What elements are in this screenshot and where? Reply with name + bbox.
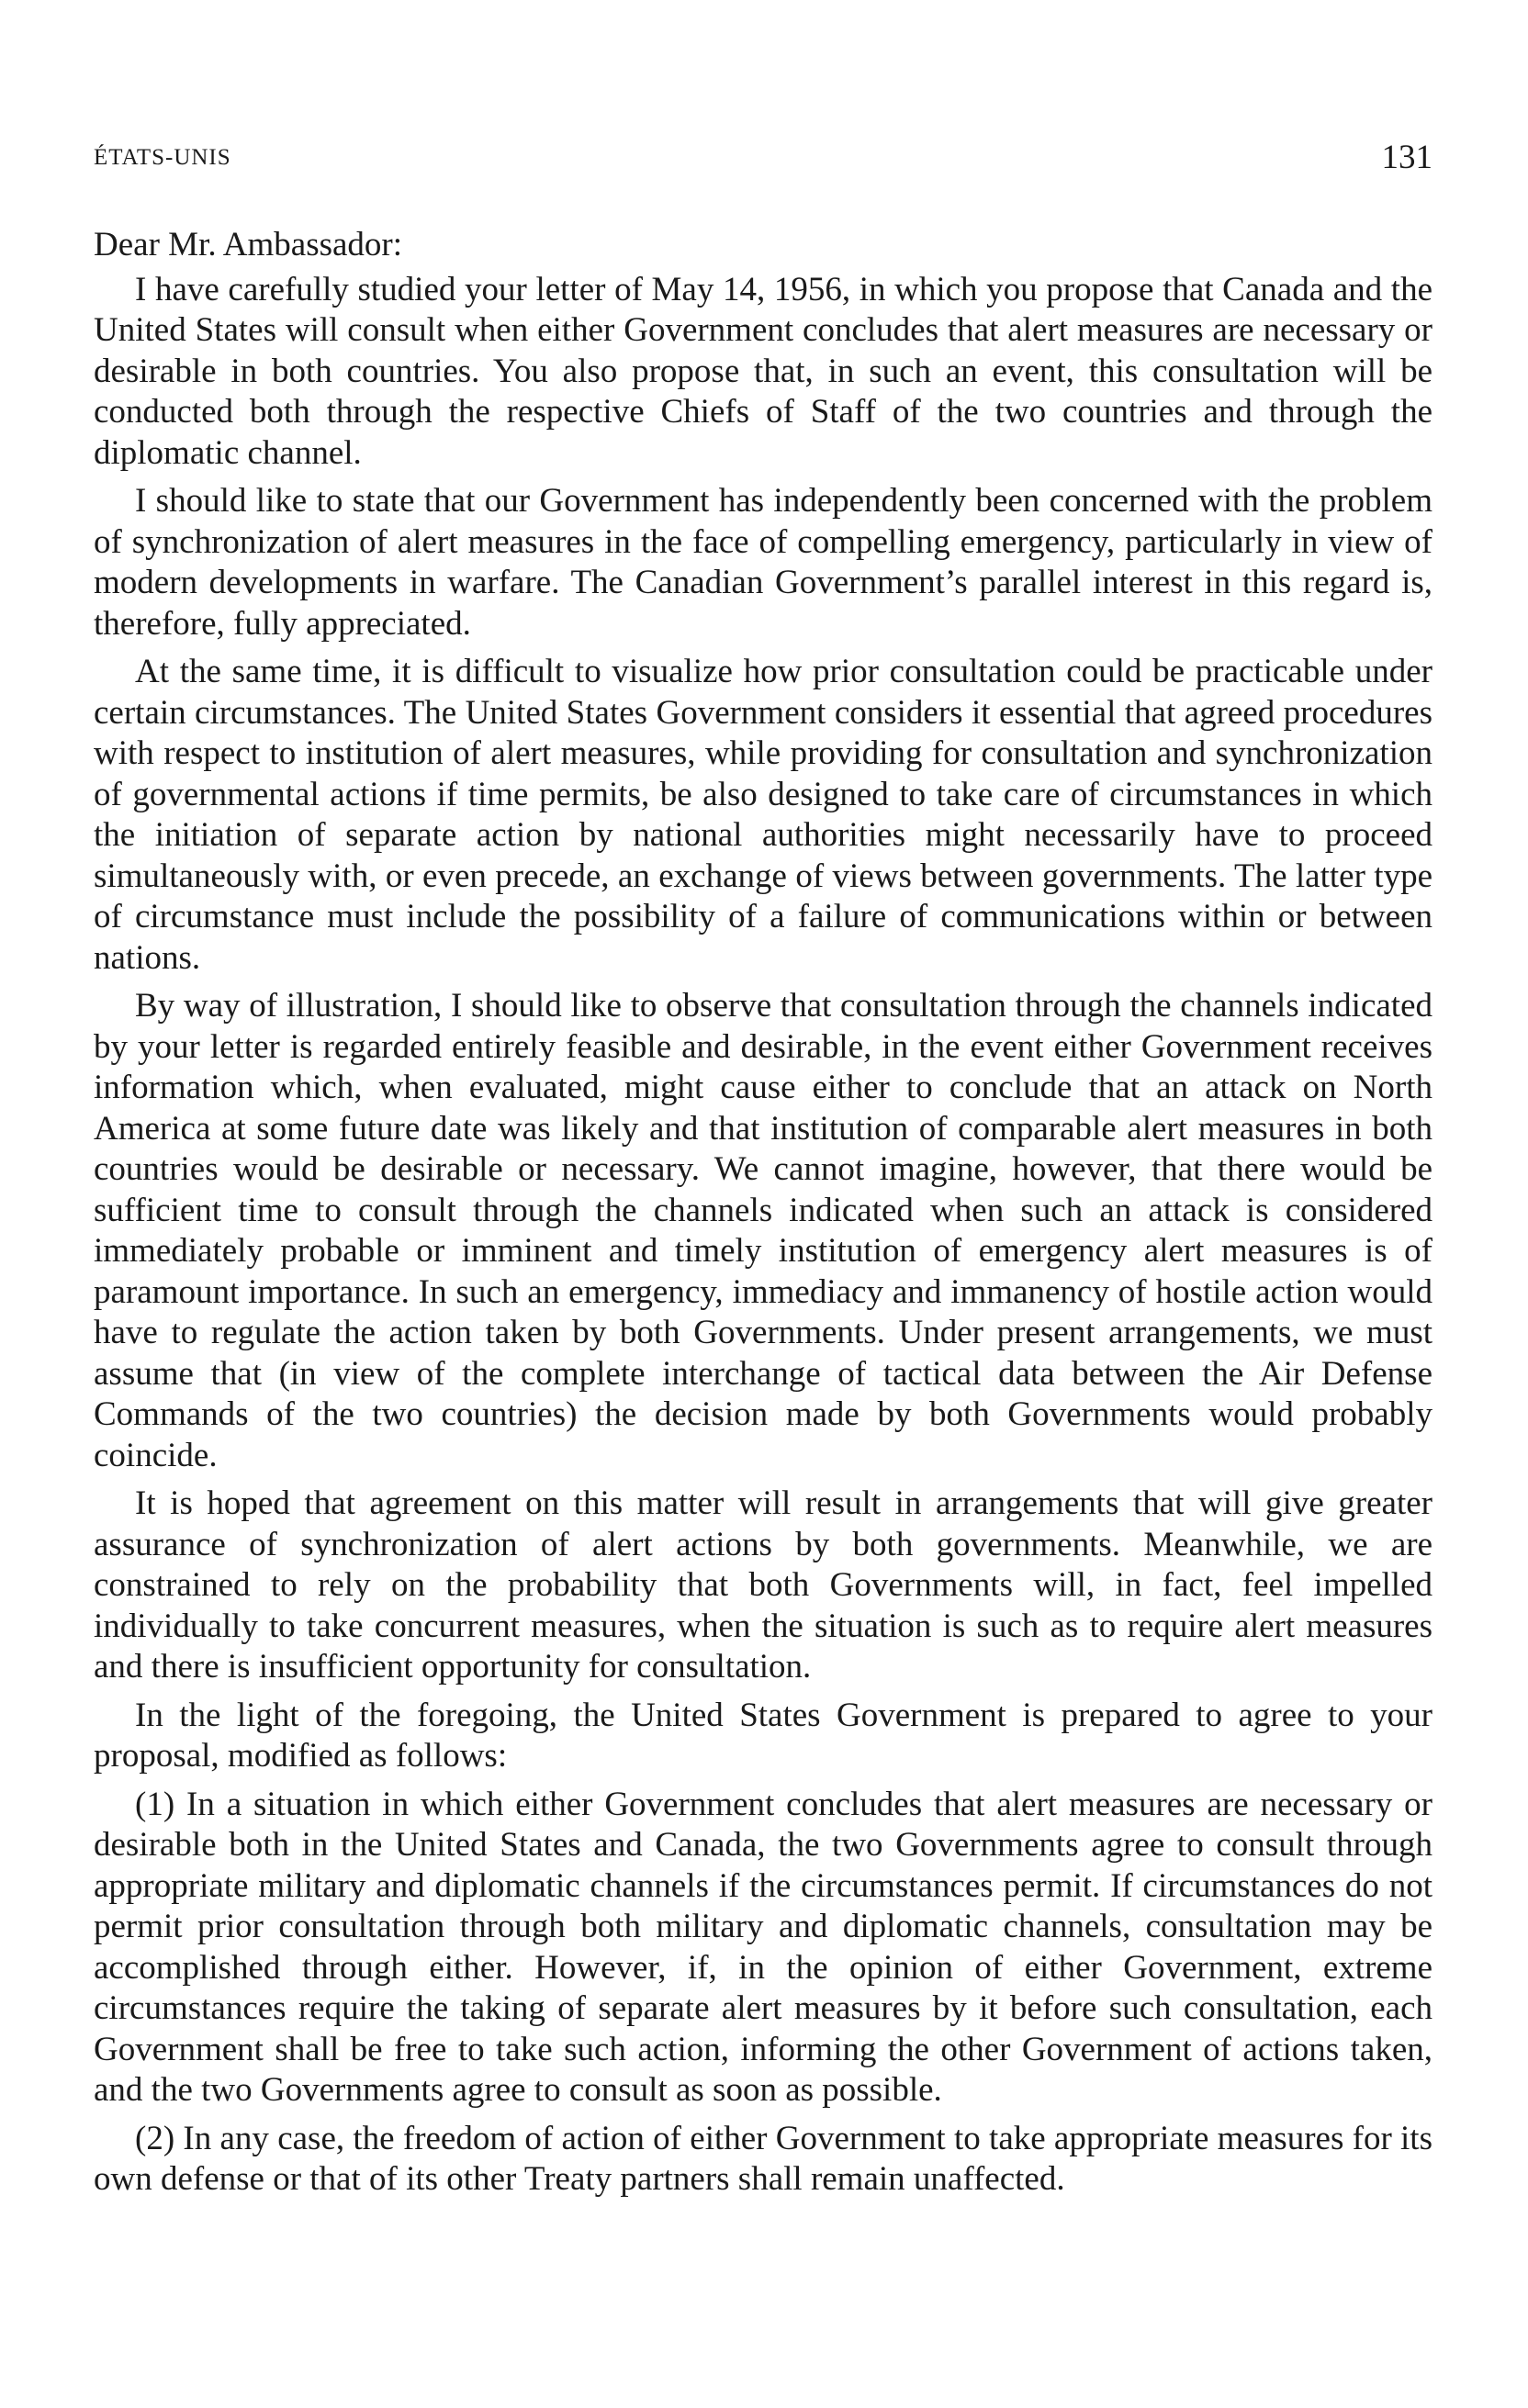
running-title: ÉTATS-UNIS <box>94 145 231 170</box>
paragraph-illustration: By way of illustration, I should like to observe that consultation through the channels indicated by your letter is regarded entirely feasible and desirable, in the event either Government receives information which, when evaluated, might cause either to conclude that an attack on North America at some future date was likely and that institution of comparable alert measures in both countries would be desirable or necessary. We cannot imagine, however, that there would be sufficient time to consult through the channels indicated when such an attack is considered immediately probable or imminent and timely institution of emergency alert measures is of paramount importance. In such an emergency, immediacy and immanency of hostile action would have to regulate the action taken by both Governments. Under present arrangements, we must assume that (in view of the complete interchange of tactical data between the Air Defense Commands of the two countries) the decision made by both Governments would probably coincide. <box>94 987 1432 1474</box>
paragraph-prior-consultation: At the same time, it is difficult to visualize how prior consultation could be practicable under certain circumstances. The United States Government considers it essential that agreed procedures with respect to institution of alert measures, while providing for consultation and synchronization of governmental actions if time permits, be also designed to take care of circumstances in which the initiation of separate action by national authorities might necessarily have to proceed simultaneously with, or even precede, an exchange of views between governments. The latter type of circumstance must include the possibility of a failure of communications within or between nations. <box>94 653 1432 977</box>
letter-body <box>94 225 1432 2208</box>
paragraph-agreement-hope: It is hoped that agreement on this matter will result in arrangements that will give greater assurance of synchronization of alert actions by both governments. Meanwhile, we are constrained to rely on the probability that both Governments will, in fact, feel impelled individually to take concurrent measures, when the situation is such as to require alert measures and there is insufficient opportunity for consultation. <box>94 1484 1432 1686</box>
paragraph-synchronization-concern: I should like to state that our Government has independently been concerned with the problem of synchronization of alert measures in the face of compelling emergency, particularly in view of modern developments in warfare. The Canadian Government’s parallel interest in this regard is, therefore, fully appreciated. <box>94 482 1432 643</box>
numbered-item-2: (2) In any case, the freedom of action of either Government to take appropriate measures for its own defense or that of its other Treaty partners shall remain unaffected. <box>94 2119 1432 2198</box>
salutation: Dear Mr. Ambassador: <box>94 226 403 263</box>
paragraph-proposal-modified: In the light of the foregoing, the United States Government is prepared to agree to your proposal, modified as follows: <box>94 1696 1432 1775</box>
page-number: 131 <box>1381 139 1432 176</box>
numbered-item-1: (1) In a situation in which either Government concludes that alert measures are necessary or desirable both in the United States and Canada, the two Governments agree to consult through appropriate military and diplomatic channels if the circumstances permit. If circumstances do not permit prior consultation through both military and diplomatic channels, consultation may be accomplished through either. However, if, in the opinion of either Government, extreme circumstances require the taking of separate alert measures by it before such consultation, each Government shall be free to take such action, informing the other Government of actions taken, and the two Governments agree to consult as soon as possible. <box>94 1785 1432 2109</box>
paragraph-studied-letter: I have carefully studied your letter of May 14, 1956, in which you propose that Canada and the United States will consult when either Government concludes that alert measures are necessary or desirable in both countries. You also propose that, in such an event, this consultation will be conducted both through the respective Chiefs of Staff of the two countries and through the diplomatic channel. <box>94 270 1432 472</box>
running-header <box>94 138 1432 184</box>
